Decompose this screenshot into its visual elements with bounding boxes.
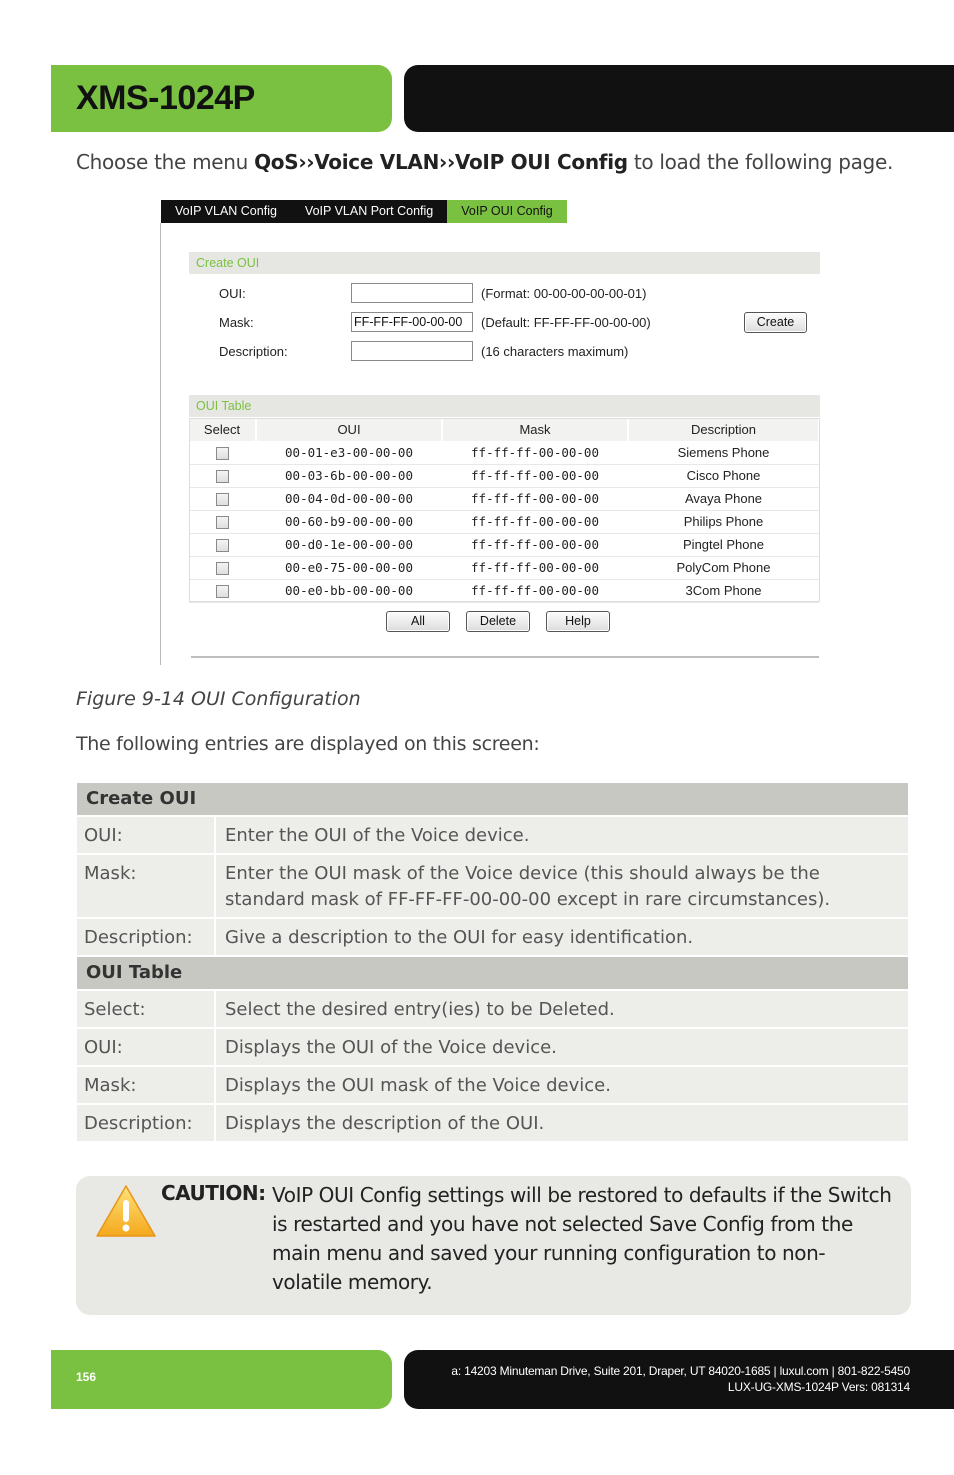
description-input[interactable] [351,341,473,361]
description-cell: Avaya Phone [628,487,819,510]
row-checkbox[interactable] [216,493,229,506]
mask-cell: ff-ff-ff-00-00-00 [442,533,628,556]
description-label: Description: [219,344,288,359]
oui-input[interactable] [351,283,473,303]
all-button[interactable]: All [386,611,450,632]
select-cell [189,556,256,579]
select-cell [189,464,256,487]
mask-cell: ff-ff-ff-00-00-00 [442,556,628,579]
header-title-bar [51,65,392,132]
header-dark-bar [404,65,954,132]
field-description: Displays the OUI mask of the Voice device. [216,1067,908,1103]
mask-cell: ff-ff-ff-00-00-00 [442,510,628,533]
mask-cell: ff-ff-ff-00-00-00 [442,464,628,487]
help-button[interactable]: Help [546,611,610,632]
description-cell: Siemens Phone [628,441,819,464]
field-description: Displays the OUI of the Voice device. [216,1029,908,1065]
row-checkbox[interactable] [216,516,229,529]
oui-table [189,418,820,603]
oui-table-header-row [189,418,819,441]
create-oui-heading: Create OUI [189,252,820,274]
oui-cell: 00-e0-bb-00-00-00 [256,579,442,602]
table-row [189,556,819,579]
mask-input[interactable]: FF-FF-FF-00-00-00 [351,312,473,332]
oui-cell: 00-d0-1e-00-00-00 [256,533,442,556]
description-cell: PolyCom Phone [628,556,819,579]
field-description-table [77,781,908,1143]
select-cell [189,441,256,464]
field-name: Mask: [77,1067,216,1103]
table-row [189,464,819,487]
description-cell: 3Com Phone [628,579,819,602]
field-name: OUI: [77,817,216,853]
oui-cell: 00-04-0d-00-00-00 [256,487,442,510]
intro-prefix: Choose the menu [76,150,255,174]
intro-suffix: to load the following page. [627,150,894,174]
intro-menu-path: QoS››Voice VLAN››VoIP OUI Config [254,150,628,174]
row-checkbox[interactable] [216,470,229,483]
mask-default-hint: (Default: FF-FF-FF-00-00-00) [481,315,651,330]
footer-doc-id: LUX-UG-XMS-1024P Vers: 081314 [727,1380,910,1394]
oui-table-heading: OUI Table [189,395,820,417]
field-description: Enter the OUI of the Voice device. [216,817,908,853]
footer-address: a: 14203 Minuteman Drive, Suite 201, Draper, UT 84020-1685 | luxul.com | 801-822-5450 [451,1364,910,1378]
mask-cell: ff-ff-ff-00-00-00 [442,487,628,510]
tab-voip-vlan-config[interactable]: VoIP VLAN Config [175,204,277,218]
mask-cell: ff-ff-ff-00-00-00 [442,441,628,464]
table-row [77,991,908,1027]
oui-cell: 00-01-e3-00-00-00 [256,441,442,464]
warning-icon [95,1184,157,1238]
field-description: Give a description to the OUI for easy identification. [216,919,908,955]
footer-dark-bar [404,1350,954,1409]
figure-caption: Figure 9-14 OUI Configuration [76,688,361,710]
table-row [77,1029,908,1065]
section-heading-create-oui: Create OUI [77,783,908,815]
caution-text: VoIP OUI Config settings will be restored to defaults if the Switch is restarted and you have not selected Save Config from the main menu and saved your running configuration to non-volatile memory. [272,1183,892,1294]
column-header-select: Select [189,418,256,441]
screenshot-bottom-divider [191,656,819,658]
table-row [77,919,908,955]
delete-button[interactable]: Delete [466,611,530,632]
oui-cell: 00-e0-75-00-00-00 [256,556,442,579]
field-name: Description: [77,1105,216,1141]
column-header-mask: Mask [442,418,628,441]
section-heading-row [77,957,908,989]
row-checkbox[interactable] [216,539,229,552]
table-row [77,1067,908,1103]
footer-green-bar [51,1350,392,1409]
table-row [189,441,819,464]
intro-text [76,150,893,174]
table-row [77,817,908,853]
field-name: Mask: [77,855,216,917]
tab-voip-vlan-port-config[interactable]: VoIP VLAN Port Config [304,204,434,218]
table-row [77,855,908,917]
tab-voip-oui-config[interactable]: VoIP OUI Config [447,200,567,223]
table-row [77,1105,908,1141]
oui-cell: 00-60-b9-00-00-00 [256,510,442,533]
create-button[interactable]: Create [744,312,807,333]
field-description: Enter the OUI mask of the Voice device (this should always be the standard mask of FF-FF-FF-00-00-00 except in rare circumstances). [216,855,908,917]
column-header-oui: OUI [256,418,442,441]
field-name: OUI: [77,1029,216,1065]
field-description: Select the desired entry(ies) to be Deleted. [216,991,908,1027]
oui-label: OUI: [219,286,246,301]
field-name: Description: [77,919,216,955]
select-cell [189,533,256,556]
intro-paragraph: The following entries are displayed on this screen: [76,733,540,755]
row-checkbox[interactable] [216,562,229,575]
row-checkbox[interactable] [216,447,229,460]
select-cell [189,579,256,602]
tab-bar [161,200,567,223]
field-name: Select: [77,991,216,1027]
table-row [189,510,819,533]
description-cell: Cisco Phone [628,464,819,487]
oui-cell: 00-03-6b-00-00-00 [256,464,442,487]
row-checkbox[interactable] [216,585,229,598]
table-row [189,579,819,602]
description-cell: Pingtel Phone [628,533,819,556]
table-row [189,487,819,510]
section-heading-oui-table: OUI Table [77,957,908,989]
mask-label: Mask: [219,315,254,330]
mask-cell: ff-ff-ff-00-00-00 [442,579,628,602]
oui-format-hint: (Format: 00-00-00-00-00-01) [481,286,647,301]
field-description: Displays the description of the OUI. [216,1105,908,1141]
caution-box [76,1176,911,1315]
select-cell [189,487,256,510]
description-length-hint: (16 characters maximum) [481,344,629,359]
section-heading-row [77,783,908,815]
oui-config-screenshot [160,199,822,667]
screenshot-left-border [160,223,161,665]
select-cell [189,510,256,533]
caution-title: CAUTION: [161,1181,266,1205]
table-row [189,533,819,556]
column-header-description: Description [628,418,819,441]
description-cell: Philips Phone [628,510,819,533]
page-number: 156 [76,1370,97,1384]
page-title: XMS-1024P [76,79,255,117]
